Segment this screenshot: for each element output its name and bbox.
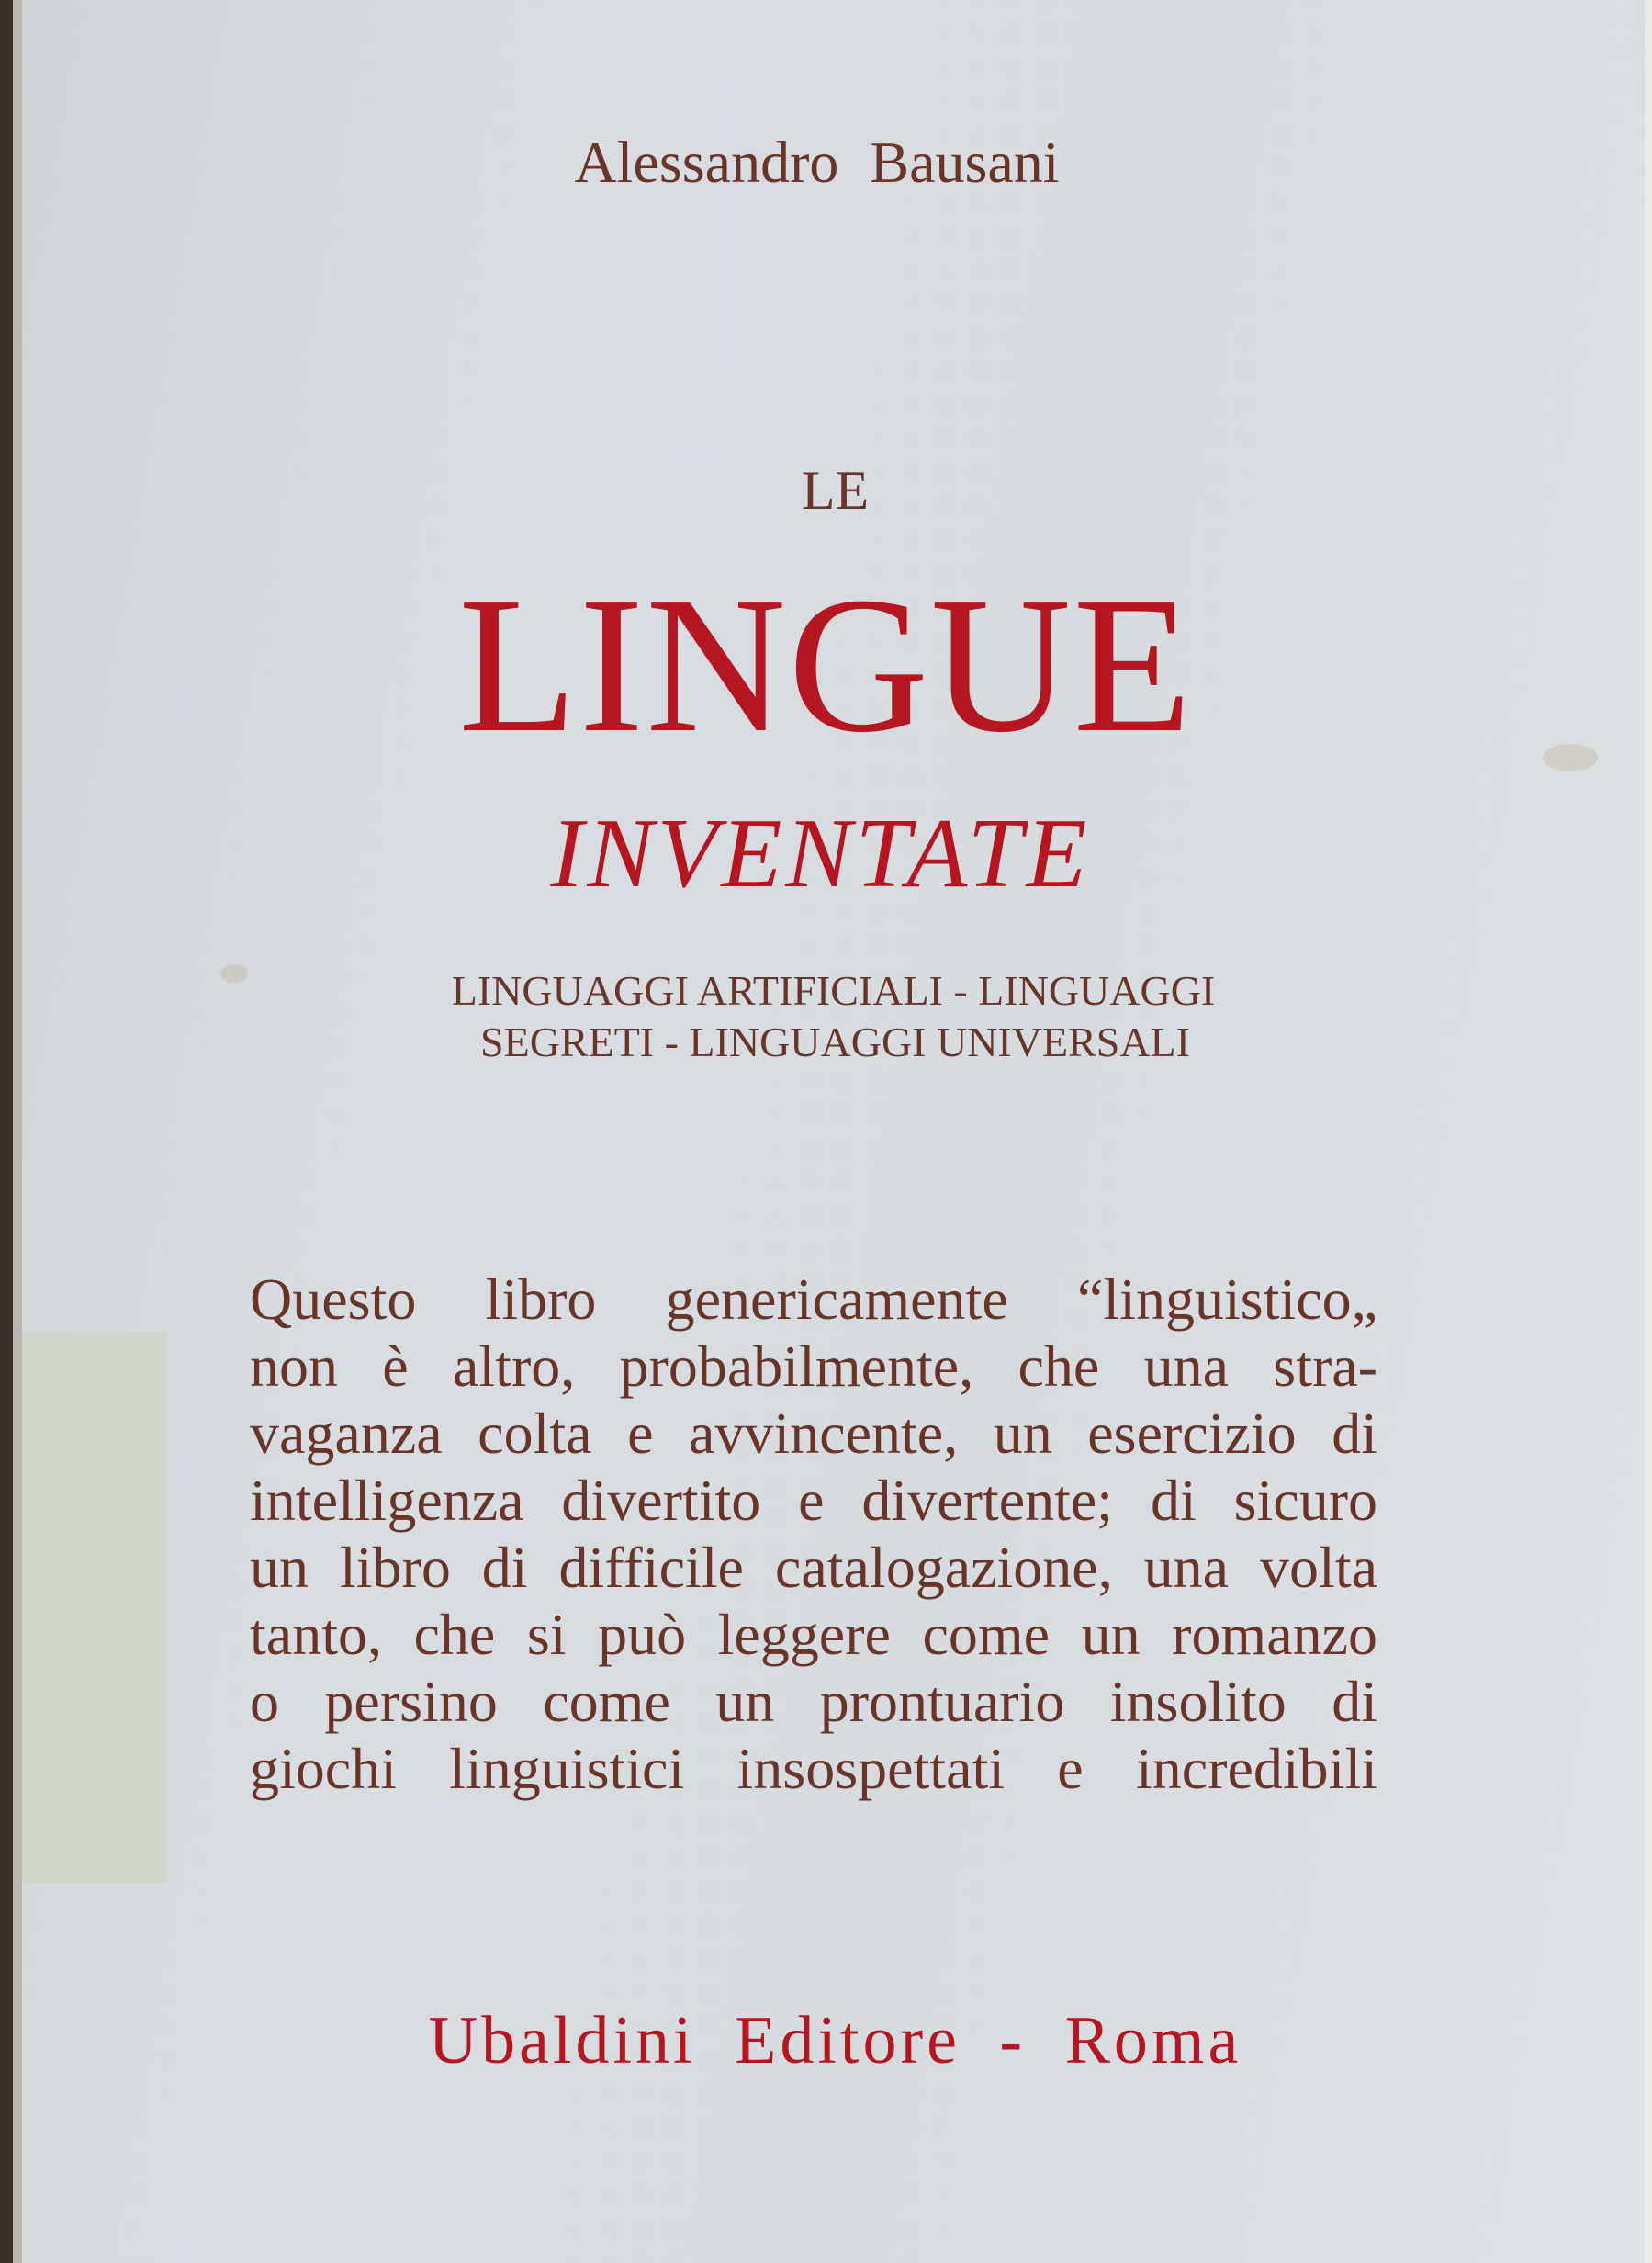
blurb-paragraph: [250, 1266, 1377, 1802]
author-name: Alessandro Bausani: [574, 129, 1060, 195]
title-prefix: LE: [801, 460, 870, 521]
book-right-edge: [1645, 0, 1652, 2263]
blurb-line: vaganza colta e avvincente, un esercizio di: [250, 1401, 1377, 1466]
title-main: LINGUE: [458, 557, 1194, 772]
subtitle-line: SEGRETI - LINGUAGGI UNIVERSALI: [480, 1019, 1190, 1065]
blurb-line: tanto, che si può leggere come un romanzo: [250, 1602, 1377, 1667]
blurb-line: un libro di difficile catalogazione, una volta: [250, 1535, 1377, 1600]
blurb-line: non è altro, probabilmente, che una stra-: [250, 1334, 1377, 1399]
book-spine-shadow: [13, 0, 22, 2263]
library-sticker-residue: [22, 1332, 167, 1883]
blurb-line: Questo libro genericamente “linguistico„: [250, 1267, 1377, 1332]
title-sub: INVENTATE: [550, 799, 1091, 908]
blurb-line: giochi linguistici insospettati e incredibili: [250, 1736, 1377, 1801]
blurb-line: o persino come un prontuario insolito di: [250, 1669, 1377, 1734]
publisher-imprint: Ubaldini Editore - Roma: [428, 2003, 1242, 2078]
blurb-line: intelligenza divertito e divertente; di sicuro: [250, 1468, 1377, 1533]
subtitle-line: LINGUAGGI ARTIFICIALI - LINGUAGGI: [451, 967, 1216, 1014]
book-spine-edge: [0, 0, 13, 2263]
